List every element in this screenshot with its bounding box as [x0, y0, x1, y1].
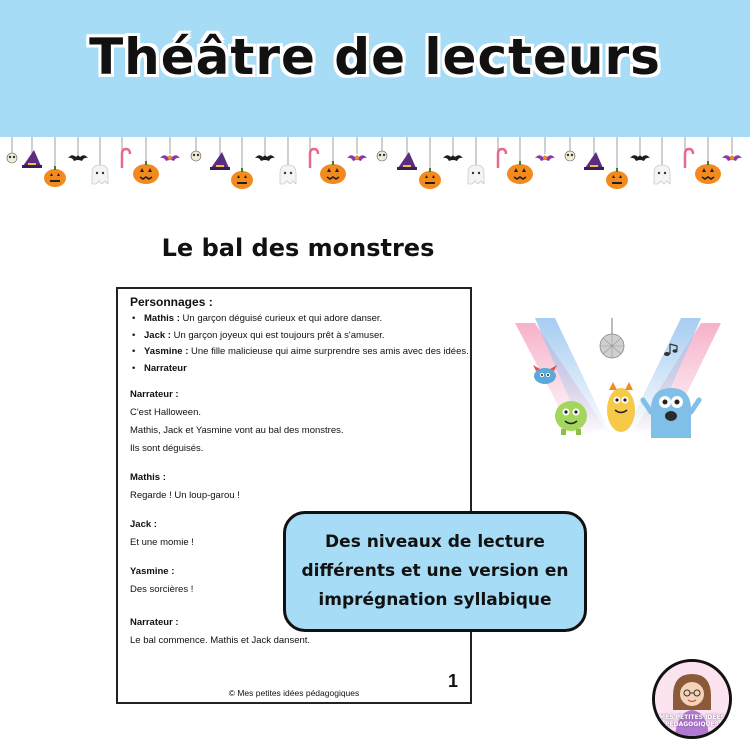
- callout-text: Des niveaux de lecture différents et une version en imprégnation syllabique: [301, 532, 569, 610]
- dialogue-block: [130, 389, 344, 455]
- bat-icon: [160, 155, 180, 161]
- candy-cane-icon: [122, 149, 130, 168]
- dialogue-block: [130, 472, 240, 502]
- pumpkin-icon: [419, 168, 441, 189]
- dialogue-line: Des sorcières !: [130, 584, 194, 595]
- bat-icon: [535, 155, 555, 161]
- disco-ball-icon: [600, 318, 624, 358]
- ghost-icon: [280, 165, 296, 184]
- character-item: • Jack : Un garçon joyeux qui est toujours prêt à s'amuser.: [142, 328, 469, 345]
- title-banner: [0, 0, 750, 137]
- dialogue-line: Ils sont déguisés.: [130, 443, 204, 454]
- skull-icon: [191, 151, 201, 161]
- speaker-name: Narrateur :: [130, 617, 179, 628]
- script-page: [116, 287, 472, 704]
- dialogue-line: Et une momie !: [130, 537, 194, 548]
- speaker-name: Mathis :: [130, 472, 166, 483]
- story-title: Le bal des monstres: [161, 234, 435, 262]
- dialogue-block: [130, 617, 310, 647]
- candy-cane-icon: [685, 149, 693, 168]
- bat-icon: [443, 155, 463, 161]
- brand-logo-text: MES PETITES IDÉES PÉDAGOGIQUES: [659, 714, 725, 728]
- ghost-icon: [654, 165, 670, 184]
- pumpkin-icon: [133, 161, 159, 184]
- bat-icon: [630, 155, 650, 161]
- pumpkin-icon: [695, 161, 721, 184]
- bat-icon: [722, 155, 742, 161]
- character-item: • Mathis : Un garçon déguisé curieux et qui adore danser.: [142, 311, 469, 328]
- bat-icon: [68, 155, 88, 161]
- speaker-name: Narrateur :: [130, 389, 179, 400]
- reading-levels-callout: [283, 511, 587, 632]
- character-item: • Narrateur: [142, 361, 469, 378]
- monster-party-illustration: [515, 318, 721, 446]
- dialogue-line: C'est Halloween.: [130, 407, 201, 418]
- pumpkin-icon: [320, 161, 346, 184]
- candy-cane-icon: [310, 149, 318, 168]
- ghost-icon: [92, 165, 108, 184]
- dialogue-line: Le bal commence. Mathis et Jack dansent.: [130, 635, 311, 646]
- pumpkin-icon: [507, 161, 533, 184]
- speaker-name: Yasmine :: [130, 566, 175, 577]
- copyright-notice: © Mes petites idées pédagogiques: [228, 688, 360, 698]
- characters-heading: Personnages :: [130, 295, 213, 309]
- halloween-garland: [0, 132, 750, 202]
- pumpkin-icon: [606, 168, 628, 189]
- speaker-name: Jack :: [130, 519, 157, 530]
- bat-icon: [347, 155, 367, 161]
- dialogue-line: Regarde ! Un loup-garou !: [130, 490, 240, 501]
- candy-cane-icon: [498, 149, 506, 168]
- skull-icon: [7, 153, 17, 163]
- brand-logo: [652, 659, 732, 739]
- garland-strings: [12, 137, 732, 172]
- dialogue-line: Mathis, Jack et Yasmine vont au bal des monstres.: [130, 425, 344, 436]
- bat-icon: [255, 155, 275, 161]
- ghost-icon: [468, 165, 484, 184]
- skull-icon: [377, 151, 387, 161]
- page-number: 1: [447, 671, 458, 691]
- dialogue-block: [130, 566, 193, 596]
- pumpkin-icon: [231, 168, 253, 189]
- pumpkin-icon: [44, 166, 66, 187]
- skull-icon: [565, 151, 575, 161]
- page-title: Théâtre de lecteurs: [89, 28, 661, 86]
- character-item: • Yasmine : Une fille malicieuse qui aime surprendre ses amis avec des idées.: [142, 344, 469, 361]
- dialogue-block: [130, 519, 194, 549]
- monster-icon: [607, 382, 635, 432]
- characters-list: [142, 311, 469, 377]
